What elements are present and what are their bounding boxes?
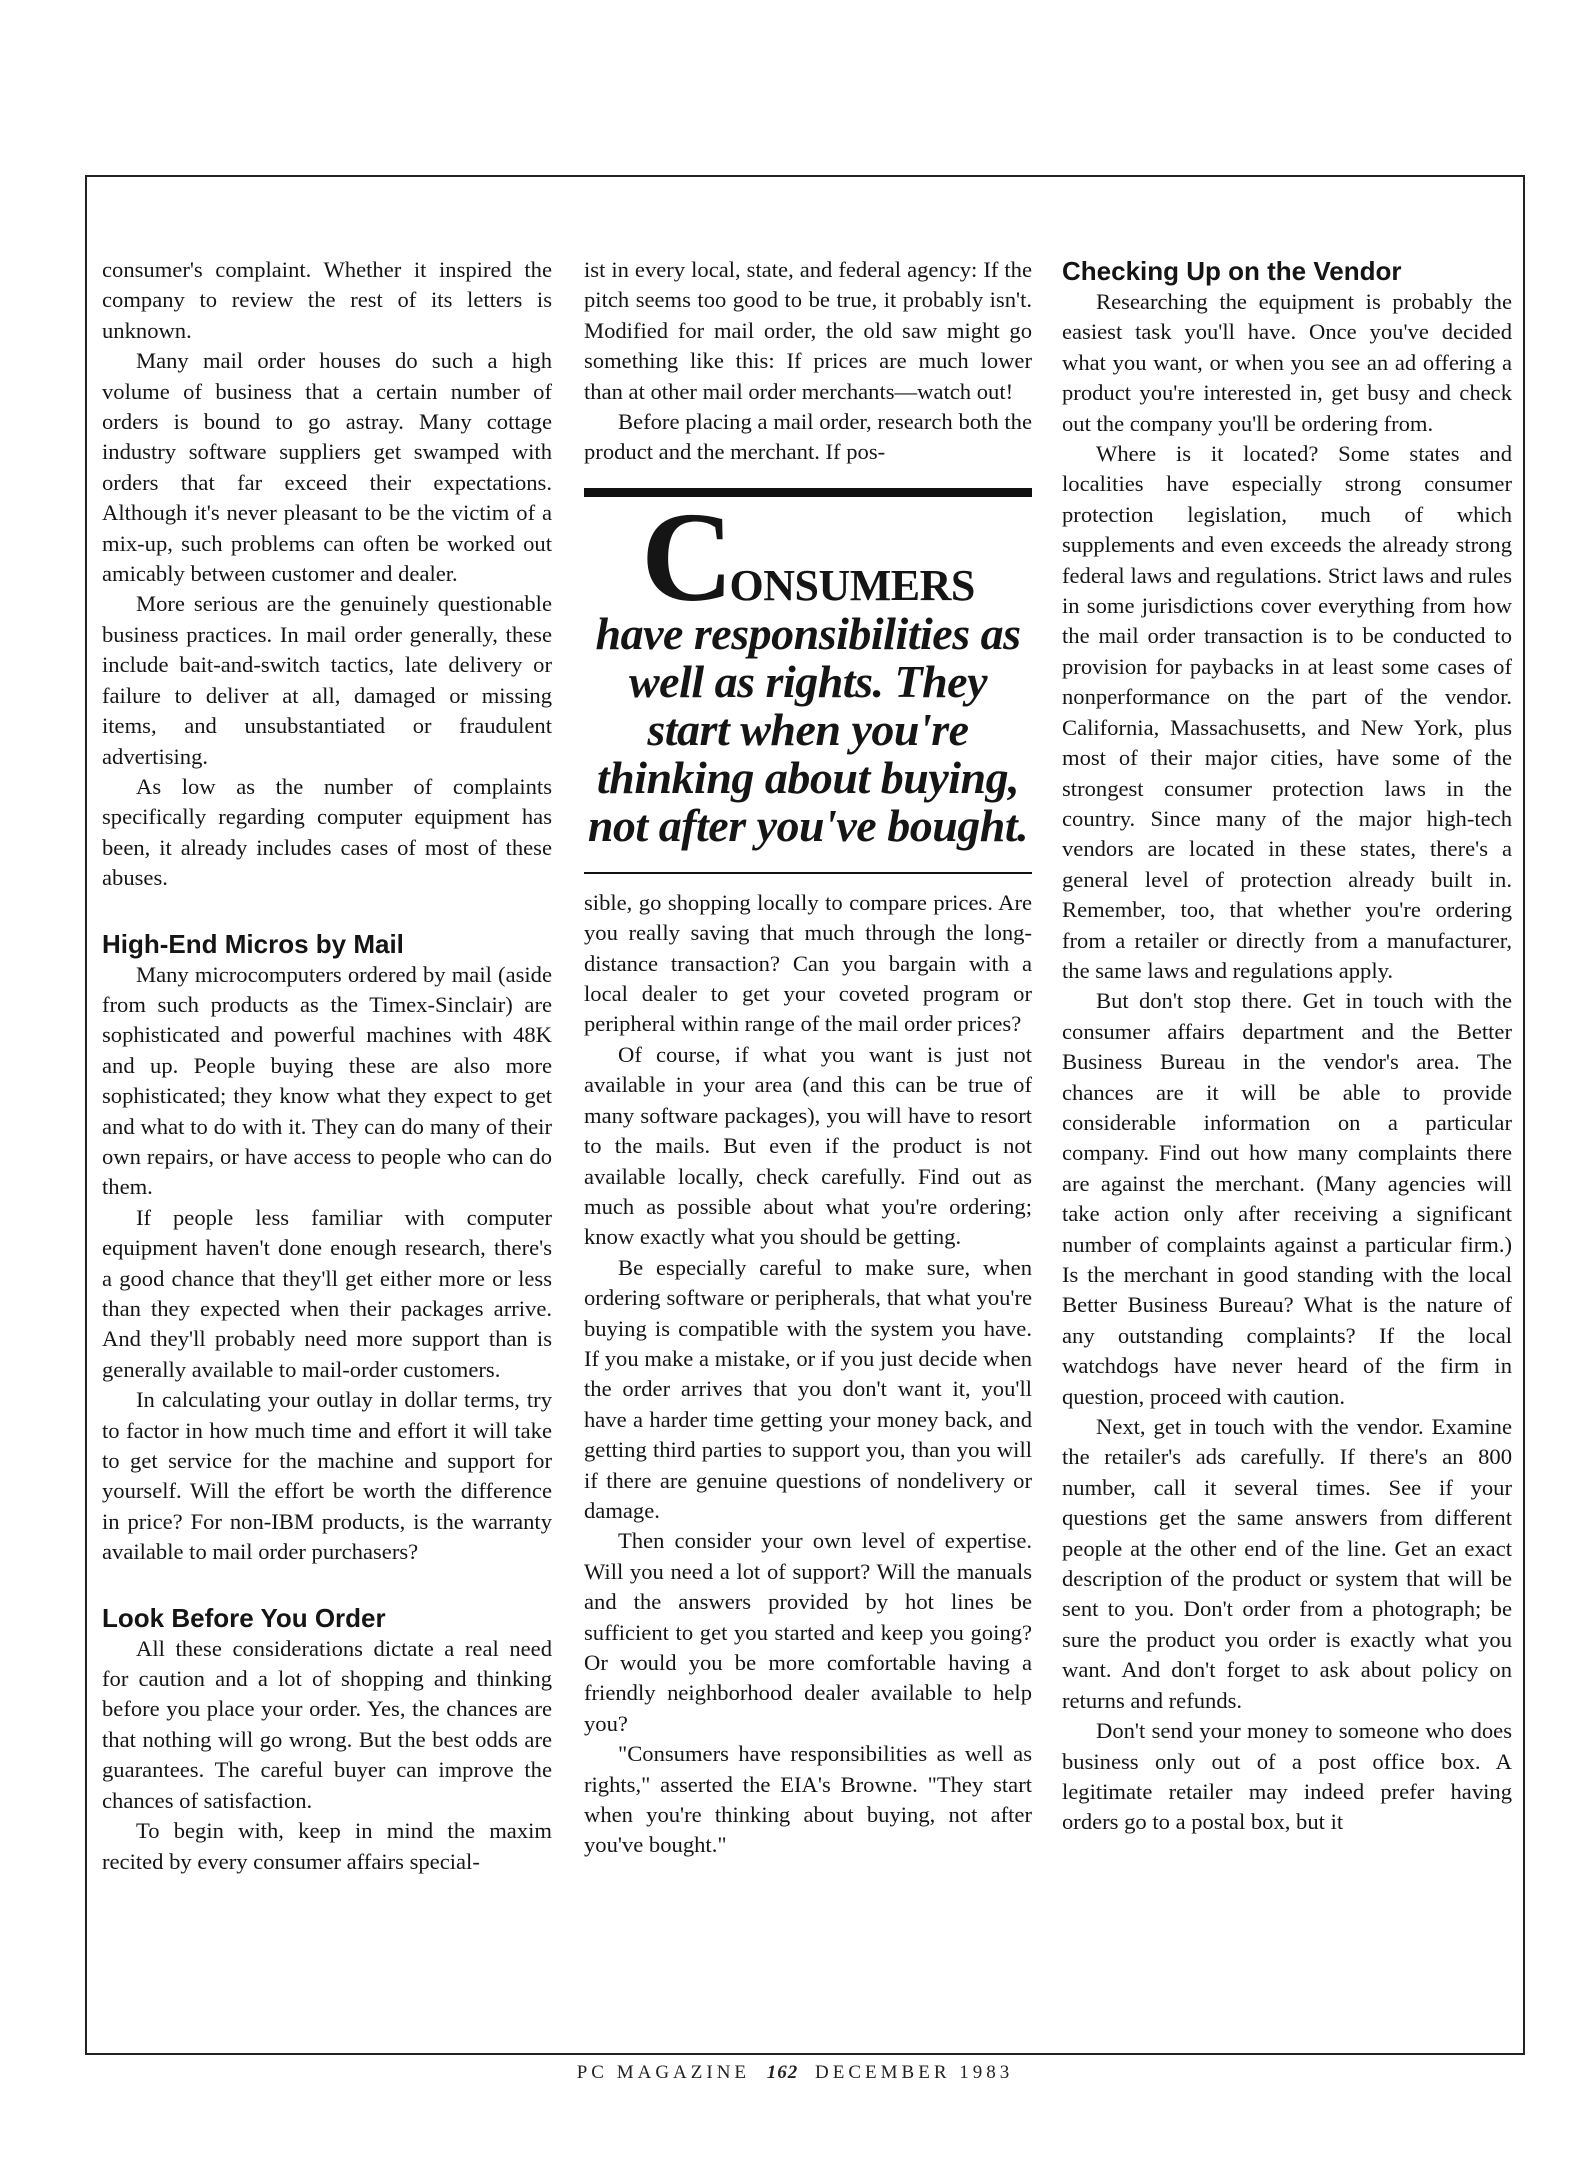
column-3 bbox=[1062, 255, 1512, 1838]
pull-quote-lead: ONSUMERS bbox=[729, 560, 975, 610]
page-number: 162 bbox=[766, 2062, 799, 2083]
paragraph: Don't send your money to someone who does business only out of a post office box. A legitimate retailer may indeed prefer having orders go to a postal box, but it bbox=[1062, 1718, 1512, 1835]
paragraph: Many microcomputers ordered by mail (aside from such products as the Timex-Sinclair) are sophisticated and powerful machines with 48K and up. People buying these are also more sophisticated; they know what they expect to get and what to do with it. They can do many of their own repairs, or have access to people who can do them. bbox=[102, 961, 552, 1200]
paragraph: Before placing a mail order, research both the product and the merchant. If pos- bbox=[584, 409, 1032, 465]
section-heading: High-End Micros by Mail bbox=[102, 928, 404, 959]
paragraph: Next, get in touch with the vendor. Examine the retailer's ads carefully. If there's an 800 number, call it several times. See if your questions get the same answers from different people at the other end of the line. Get an exact description of the product or system that will be sent to you. Don't order from a photograph; be sure the product you order is exactly what you want. And don't forget to ask about policy on returns and refunds. bbox=[1062, 1414, 1512, 1713]
pull-quote bbox=[584, 485, 1032, 874]
paragraph: Be especially careful to make sure, when ordering software or peripherals, that what you're buying is compatible with the system you have. If you make a mistake, or if you just decide when the order arrives that you don't want it, you'll have a harder time getting your money back, and getting third parties to support you, than you will if there are genuine questions of nondelivery or damage. bbox=[584, 1254, 1032, 1523]
paragraph: Of course, if what you want is just not available in your area (and this can be true of many software packages), you will have to resort to the mails. But even if the product is not available locally, check carefully. Find out as much as possible about what you're ordering; know exactly what you should be getting. bbox=[584, 1041, 1032, 1250]
pull-quote-drop-cap: C bbox=[641, 485, 730, 628]
footer-date: DECEMBER 1983 bbox=[815, 2062, 1014, 2083]
column-2 bbox=[584, 255, 1032, 1861]
column-1 bbox=[102, 255, 552, 1877]
paragraph: Researching the equipment is probably the easiest task you'll have. Once you've decided what you want, or when you see an ad offering a product you're interested in, get busy and check out the company you'll be ordering from. bbox=[1062, 289, 1512, 436]
paragraph: But don't stop there. Get in touch with the consumer affairs department and the Better Business Bureau in the vendor's area. The chances are it will be able to provide considerable information on a particular company. Find out how many complaints there are against the merchant. (Many agencies will take action only after receiving a significant number of complaints against a particular firm.) Is the merchant in good standing with the local Better Business Bureau? What is the nature of any outstanding complaints? If the local watchdogs have never heard of the firm in question, proceed with caution. bbox=[1062, 988, 1512, 1409]
paragraph: sible, go shopping locally to compare prices. Are you really saving that much through the long-distance transaction? Can you bargain with a local dealer to get your coveted program or peripheral within range of the mail order prices? bbox=[584, 889, 1032, 1037]
section-heading: Checking Up on the Vendor bbox=[1062, 256, 1402, 286]
paragraph: If people less familiar with computer equipment haven't done enough research, there's a good chance that they'll get either more or less than they expected when their packages arrive. And they'll probably need more support than is generally available to mail-order customers. bbox=[102, 1204, 552, 1382]
section-heading: Look Before You Order bbox=[102, 1602, 386, 1633]
paragraph: Many mail order houses do such a high volume of business that a certain number of orders is bound to go astray. Many cottage industry software suppliers get swamped with orders that far exceed their expectations. Although it's never pleasant to be the victim of a mix-up, such problems can often be worked out amicably between customer and dealer. bbox=[102, 348, 552, 587]
paragraph: Where is it located? Some states and localities have especially strong consumer protection legislation, much of which supplements and even exceeds the already strong federal laws and regulations. Strict laws and rules in some jurisdictions cover everything from how the mail order transaction is to be conducted to provision for paybacks in at least some cases of nonperformance on the part of the vendor. California, Massachusetts, and New York, plus most of their major cities, have some of the strongest consumer protection laws in the country. Since many of the major high-tech vendors are located in these states, there's a general level of protection already built in. Remember, too, that whether you're ordering from a retailer or directly from a manufacturer, the same laws and regulations apply. bbox=[1062, 441, 1512, 983]
paragraph: Then consider your own level of expertise. Will you need a lot of support? Will the manuals and the answers provided by hot lines be sufficient to get you started and keep you going? Or would you be more comfortable having a friendly neighborhood dealer available to help you? bbox=[584, 1528, 1032, 1736]
footer-magazine: PC MAGAZINE bbox=[576, 2062, 751, 2083]
paragraph: As low as the number of complaints specifically regarding computer equipment has been, it already includes cases of most of these abuses. bbox=[102, 773, 552, 891]
paragraph: ist in every local, state, and federal agency: If the pitch seems too good to be true, it probably isn't. Modified for mail order, the old saw might go something like this: If prices are much lower than at other mail order merchants—watch out! bbox=[584, 257, 1032, 404]
paragraph: More serious are the genuinely questionable business practices. In mail order generally, these include bait-and-switch tactics, late delivery or failure to deliver at all, damaged or missing items, and unsubstantiated or fraudulent advertising. bbox=[102, 591, 552, 769]
paragraph: consumer's complaint. Whether it inspired the company to review the rest of its letters is unknown. bbox=[102, 257, 552, 343]
paragraph: "Consumers have responsibilities as well as rights," asserted the EIA's Browne. "They start when you're thinking about buying, not after you've bought." bbox=[584, 1741, 1032, 1858]
paragraph: All these considerations dictate a real need for caution and a lot of shopping and thinking before you place your order. Yes, the chances are that nothing will go wrong. But the best odds are guarantees. The careful buyer can improve the chances of satisfaction. bbox=[102, 1635, 552, 1813]
pull-quote-text: have responsibilities as well as rights. They start when you're thinking about buying, not after you've bought. bbox=[587, 607, 1029, 851]
page-footer bbox=[0, 2062, 1590, 2084]
paragraph: In calculating your outlay in dollar terms, try to factor in how much time and effort it will take to get service for the machine and support for yourself. Will the effort be worth the difference in price? For non-IBM products, is the warranty available to mail order purchasers? bbox=[102, 1387, 552, 1565]
paragraph: To begin with, keep in mind the maxim recited by every consumer affairs special- bbox=[102, 1818, 552, 1874]
